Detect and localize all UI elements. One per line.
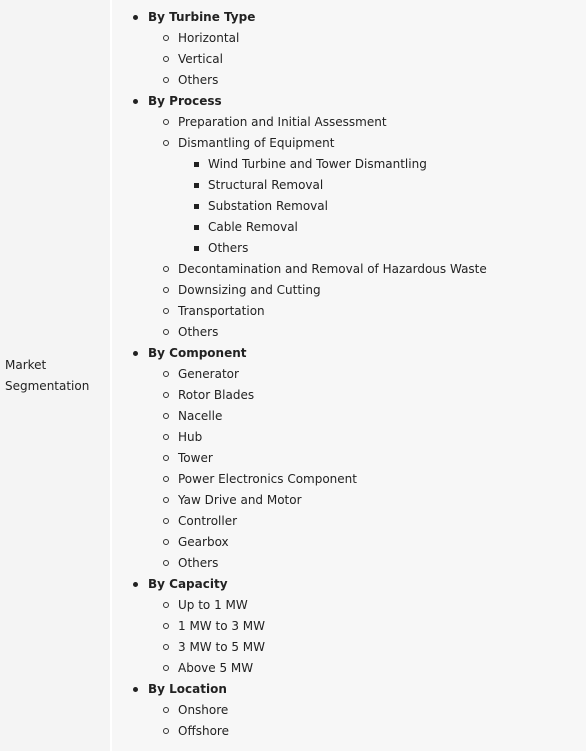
segment-item [112,511,237,532]
segment-item [112,448,213,469]
circle-bullet-icon [163,644,169,650]
circle-bullet-icon [163,665,169,671]
segment-item [112,532,229,553]
row-label: Market Segmentation [5,357,90,393]
circle-bullet-icon [163,728,169,734]
section-heading: By Capacity [148,577,228,591]
segment-item [112,637,265,658]
circle-bullet-icon [163,518,169,524]
segment-item [112,28,239,49]
segment-heading [112,343,247,364]
segment-item [112,658,253,679]
segment-heading [112,7,255,28]
segment-item [112,49,223,70]
circle-bullet-icon [163,623,169,629]
segment-item [112,133,334,154]
disc-bullet-icon [133,99,138,104]
circle-bullet-icon [163,560,169,566]
segment-item [112,259,487,280]
disc-bullet-icon [133,15,138,20]
list-item-label: Cable Removal [208,220,298,234]
segment-item [112,469,357,490]
circle-bullet-icon [163,476,169,482]
list-item-label: Wind Turbine and Tower Dismantling [208,157,427,171]
segment-heading [112,679,227,700]
circle-bullet-icon [163,602,169,608]
list-item-label: Generator [178,367,239,381]
list-item-label: 3 MW to 5 MW [178,640,266,654]
segment-item [112,112,387,133]
segment-subitem [112,217,298,238]
list-item-label: Yaw Drive and Motor [178,493,302,507]
list-item-label: Gearbox [178,535,229,549]
circle-bullet-icon [163,56,169,62]
circle-bullet-icon [163,140,169,146]
circle-bullet-icon [163,287,169,293]
section-heading: By Location [148,682,227,696]
segment-heading [112,91,222,112]
list-item-label: Tower [178,451,213,465]
list-item-label: Offshore [178,724,229,738]
list-item-label: Preparation and Initial Assessment [178,115,387,129]
segment-subitem [112,196,328,217]
circle-bullet-icon [163,455,169,461]
square-bullet-icon [194,225,199,230]
list-item-label: Horizontal [178,31,240,45]
section-heading: By Process [148,94,222,108]
segment-item [112,301,265,322]
segment-subitem [112,175,323,196]
list-item-label: Others [178,556,219,570]
square-bullet-icon [194,162,199,167]
circle-bullet-icon [163,392,169,398]
circle-bullet-icon [163,413,169,419]
segment-item [112,364,239,385]
segment-item [112,406,222,427]
disc-bullet-icon [133,351,138,356]
list-item-label: Power Electronics Component [178,472,357,486]
segment-item [112,70,218,91]
section-heading: By Turbine Type [148,10,256,24]
segment-item [112,427,202,448]
square-bullet-icon [194,204,199,209]
section-heading: By Component [148,346,247,360]
list-item-label: Others [208,241,249,255]
disc-bullet-icon [133,582,138,587]
circle-bullet-icon [163,434,169,440]
list-item-label: Controller [178,514,238,528]
list-item-label: Rotor Blades [178,388,255,402]
list-item-label: Dismantling of Equipment [178,136,335,150]
disc-bullet-icon [133,687,138,692]
square-bullet-icon [194,183,199,188]
list-item-label: Substation Removal [208,199,328,213]
list-item-label: Up to 1 MW [178,598,248,612]
circle-bullet-icon [163,308,169,314]
segment-item [112,721,229,742]
list-item-label: Transportation [178,304,265,318]
circle-bullet-icon [163,707,169,713]
square-bullet-icon [194,246,199,251]
circle-bullet-icon [163,35,169,41]
list-item-label: Downsizing and Cutting [178,283,321,297]
segment-subitem [112,238,248,259]
segment-item [112,280,321,301]
circle-bullet-icon [163,371,169,377]
circle-bullet-icon [163,77,169,83]
list-item-label: Decontamination and Removal of Hazardous Waste [178,262,487,276]
segment-item [112,616,265,637]
list-item-label: 1 MW to 3 MW [178,619,266,633]
circle-bullet-icon [163,266,169,272]
segment-item [112,490,302,511]
row-label-cell [0,0,110,751]
segment-item [112,553,218,574]
list-item-label: Others [178,73,219,87]
segment-item [112,385,254,406]
list-item-label: Structural Removal [208,178,324,192]
segment-list [112,0,586,751]
list-item-label: Hub [178,430,203,444]
segment-subitem [112,154,427,175]
circle-bullet-icon [163,329,169,335]
circle-bullet-icon [163,119,169,125]
list-item-label: Above 5 MW [178,661,254,675]
segment-item [112,322,218,343]
segment-heading [112,574,228,595]
list-item-label: Vertical [178,52,223,66]
segment-item [112,595,248,616]
circle-bullet-icon [163,539,169,545]
list-item-label: Nacelle [178,409,223,423]
list-item-label: Others [178,325,219,339]
segment-item [112,700,228,721]
list-item-label: Onshore [178,703,229,717]
circle-bullet-icon [163,497,169,503]
